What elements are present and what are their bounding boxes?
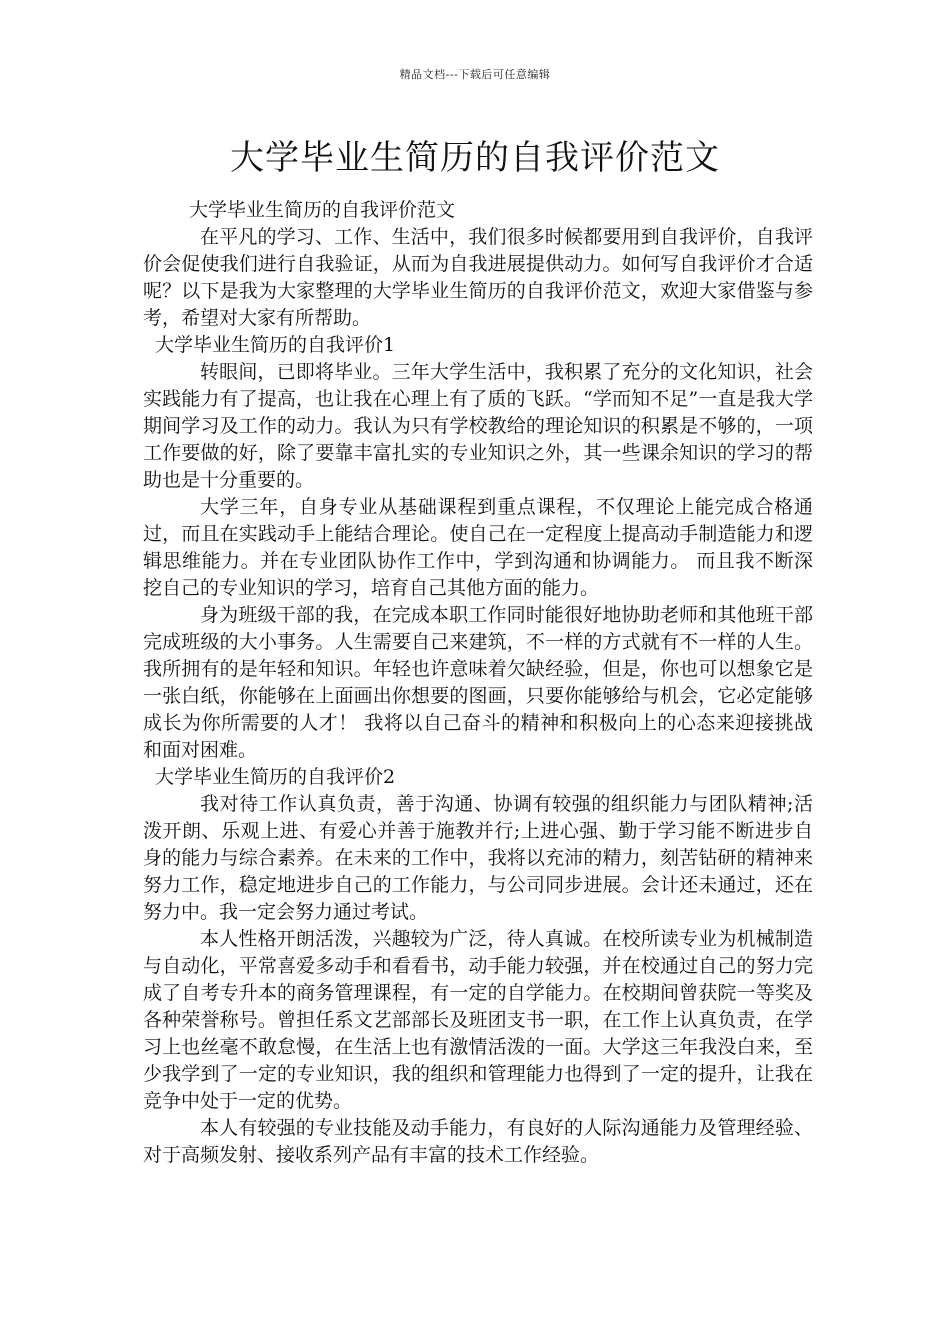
section-2-paragraph: 本人有较强的专业技能及动手能力，有良好的人际沟通能力及管理经验、对于高频发射、接收系列产品有丰富的技术工作经验。 <box>143 1117 813 1166</box>
intro-paragraph: 在平凡的学习、工作、生活中，我们很多时候都要用到自我评价，自我评价会促使我们进行自我验证，从而为自我进展提供动力。如何写自我评价才合适呢？以下是我为大家整理的大学毕业生简历的自我评价范文，欢迎大家借鉴与参考，希望对大家有所帮助。 <box>143 226 813 329</box>
header-note: 精品文档---下载后可任意编辑 <box>399 68 551 81</box>
section-1-heading: 大学毕业生简历的自我评价1 <box>155 334 396 356</box>
document-body <box>143 197 813 1169</box>
section-1-paragraph: 大学三年，自身专业从基础课程到重点课程，不仅理论上能完成合格通过，而且在实践动手上能结合理论。使自己在一定程度上提高动手制造能力和逻辑思维能力。并在专业团队协作工作中，学到沟通和协调能力。 而且我不断深挖自己的专业知识的学习，培育自己其他方面的能力。 <box>143 496 813 599</box>
section-2-paragraph: 我对待工作认真负责，善于沟通、协调有较强的组织能力与团队精神;活泼开朗、乐观上进、有爱心并善于施教并行;上进心强、勤于学习能不断进步自身的能力与综合素养。在未来的工作中，我将以充沛的精力，刻苦钻研的精神来努力工作，稳定地进步自己的工作能力，与公司同步进展。会计还未通过，还在努力中。我一定会努力通过考试。 <box>143 793 813 923</box>
section-1-paragraph: 身为班级干部的我，在完成本职工作同时能很好地协助老师和其他班干部完成班级的大小事务。人生需要自己来建筑，不一样的方式就有不一样的人生。我所拥有的是年轻和知识。年轻也许意味着欠缺经验，但是，你也可以想象它是一张白纸，你能够在上面画出你想要的图画，只要你能够给与机会，它必定能够成长为你所需要的人才！ 我将以自己奋斗的精神和积极向上的心态来迎接挑战和面对困难。 <box>143 604 813 761</box>
section-1-paragraph: 转眼间，已即将毕业。三年大学生活中，我积累了充分的文化知识，社会实践能力有了提高，也让我在心理上有了质的飞跃。“学而知不足”一直是我大学期间学习及工作的动力。我认为只有学校教给的理论知识的积累是不够的，一项工作要做的好，除了要靠丰富扎实的专业知识之外，其一些课余知识的学习的帮助也是十分重要的。 <box>143 361 813 491</box>
document-title: 大学毕业生简历的自我评价范文 <box>230 138 720 178</box>
section-2-paragraph: 本人性格开朗活泼，兴趣较为广泛，待人真诚。在校所读专业为机械制造与自动化，平常喜爱多动手和看看书，动手能力较强，并在校通过自己的努力完成了自考专升本的商务管理课程，有一定的自学能力。在校期间曾获院一等奖及各种荣誉称号。曾担任系文艺部部长及班团支书一职，在工作上认真负责，在学习上也丝毫不敢怠慢，在生活上也有激情活泼的一面。大学这三年我没白来，至少我学到了一定的专业知识，我的组织和管理能力也得到了一定的提升，让我在竞争中处于一定的优势。 <box>143 928 813 1112</box>
section-2-heading: 大学毕业生简历的自我评价2 <box>155 766 396 788</box>
document-subtitle: 大学毕业生简历的自我评价范文 <box>189 199 456 221</box>
